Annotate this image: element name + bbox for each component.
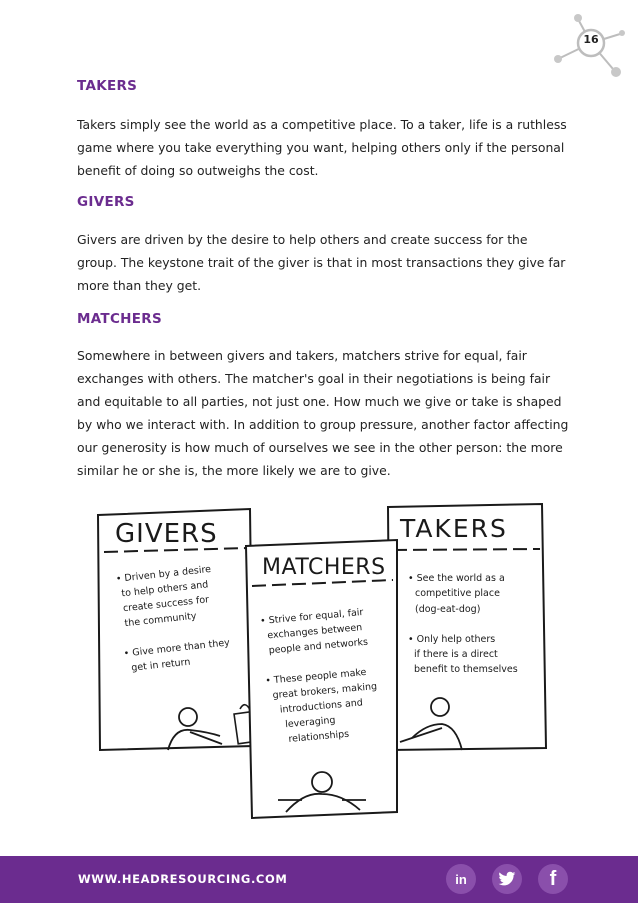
footer-bar (0, 856, 638, 903)
matchers-card-title: MATCHERS (262, 555, 386, 580)
linkedin-icon[interactable]: in (446, 864, 476, 894)
takers-bullet-1-line-3: (dog-eat-dog) (415, 604, 481, 615)
takers-bullet-1-line-2: competitive place (415, 588, 500, 599)
givers-bullet-1-line-2: to help others and (120, 579, 209, 600)
paragraph-matchers: Somewhere in between givers and takers, matchers strive for equal, fair exchanges with others. The matcher's goal in their negotiations is being fair and equitable to all parties, not just one. How much we give or take is shaped by who we interact with. In addition to group pressure, another factor affecting our generosity is how much of ourselves we see in the other person: the more similar he or she is, the more likely we are to give. (77, 348, 569, 478)
page-number-decoration (548, 6, 632, 86)
heading-givers: GIVERS (77, 194, 135, 210)
matchers-bullet-1-line-2: exchanges between (266, 622, 363, 642)
takers-bullet-2-line-3: benefit to themselves (414, 664, 518, 675)
givers-bullet-1-line-3: create success for (122, 594, 210, 615)
givers-bullet-2-line-2: get in return (130, 656, 191, 674)
matchers-bullet-2-line-3: introductions and (279, 697, 364, 716)
matchers-bullet-1-line-1: • Strive for equal, fair (259, 606, 364, 627)
givers-matchers-takers-illustration (90, 500, 560, 840)
facebook-icon[interactable]: f (538, 864, 568, 894)
matchers-bullet-1-line-3: people and networks (268, 636, 369, 657)
twitter-icon[interactable] (492, 864, 522, 894)
matchers-card (246, 540, 397, 818)
givers-bullet-1-line-4: the community (124, 610, 197, 630)
takers-bullet-2-line-1: • Only help others (408, 634, 496, 645)
takers-bullet-2-line-2: if there is a direct (414, 649, 498, 660)
paragraph-takers: Takers simply see the world as a competitive place. To a taker, life is a ruthless game where you take everything you want, helping others only if the personal benefit of doing so outweighs the cost. (77, 117, 567, 178)
matchers-bullet-2-line-2: great brokers, making (272, 681, 378, 702)
matchers-bullet-2-line-4: leveraging (284, 714, 336, 731)
givers-bullet-1-line-1: • Driven by a desire (115, 563, 212, 585)
paragraph-givers: Givers are driven by the desire to help others and create success for the group. The keystone trait of the giver is that in most transactions they give far more than they get. (77, 232, 566, 293)
matchers-bullet-2-line-5: relationships (288, 728, 350, 745)
twitter-bird-icon (498, 871, 516, 887)
takers-bullet-1-line-1: • See the world as a (408, 573, 505, 584)
page-number: 16 (583, 33, 599, 46)
takers-card-title: TAKERS (400, 514, 508, 543)
heading-takers: TAKERS (77, 78, 138, 94)
takers-card (388, 504, 546, 750)
givers-bullet-2-line-1: • Give more than they (123, 637, 231, 660)
heading-matchers: MATCHERS (77, 311, 162, 327)
givers-card (98, 509, 266, 750)
givers-card-title: GIVERS (115, 519, 218, 549)
matchers-bullet-2-line-1: • These people make (264, 666, 367, 687)
website-link[interactable]: WWW.HEADRESOURCING.COM (78, 872, 288, 886)
